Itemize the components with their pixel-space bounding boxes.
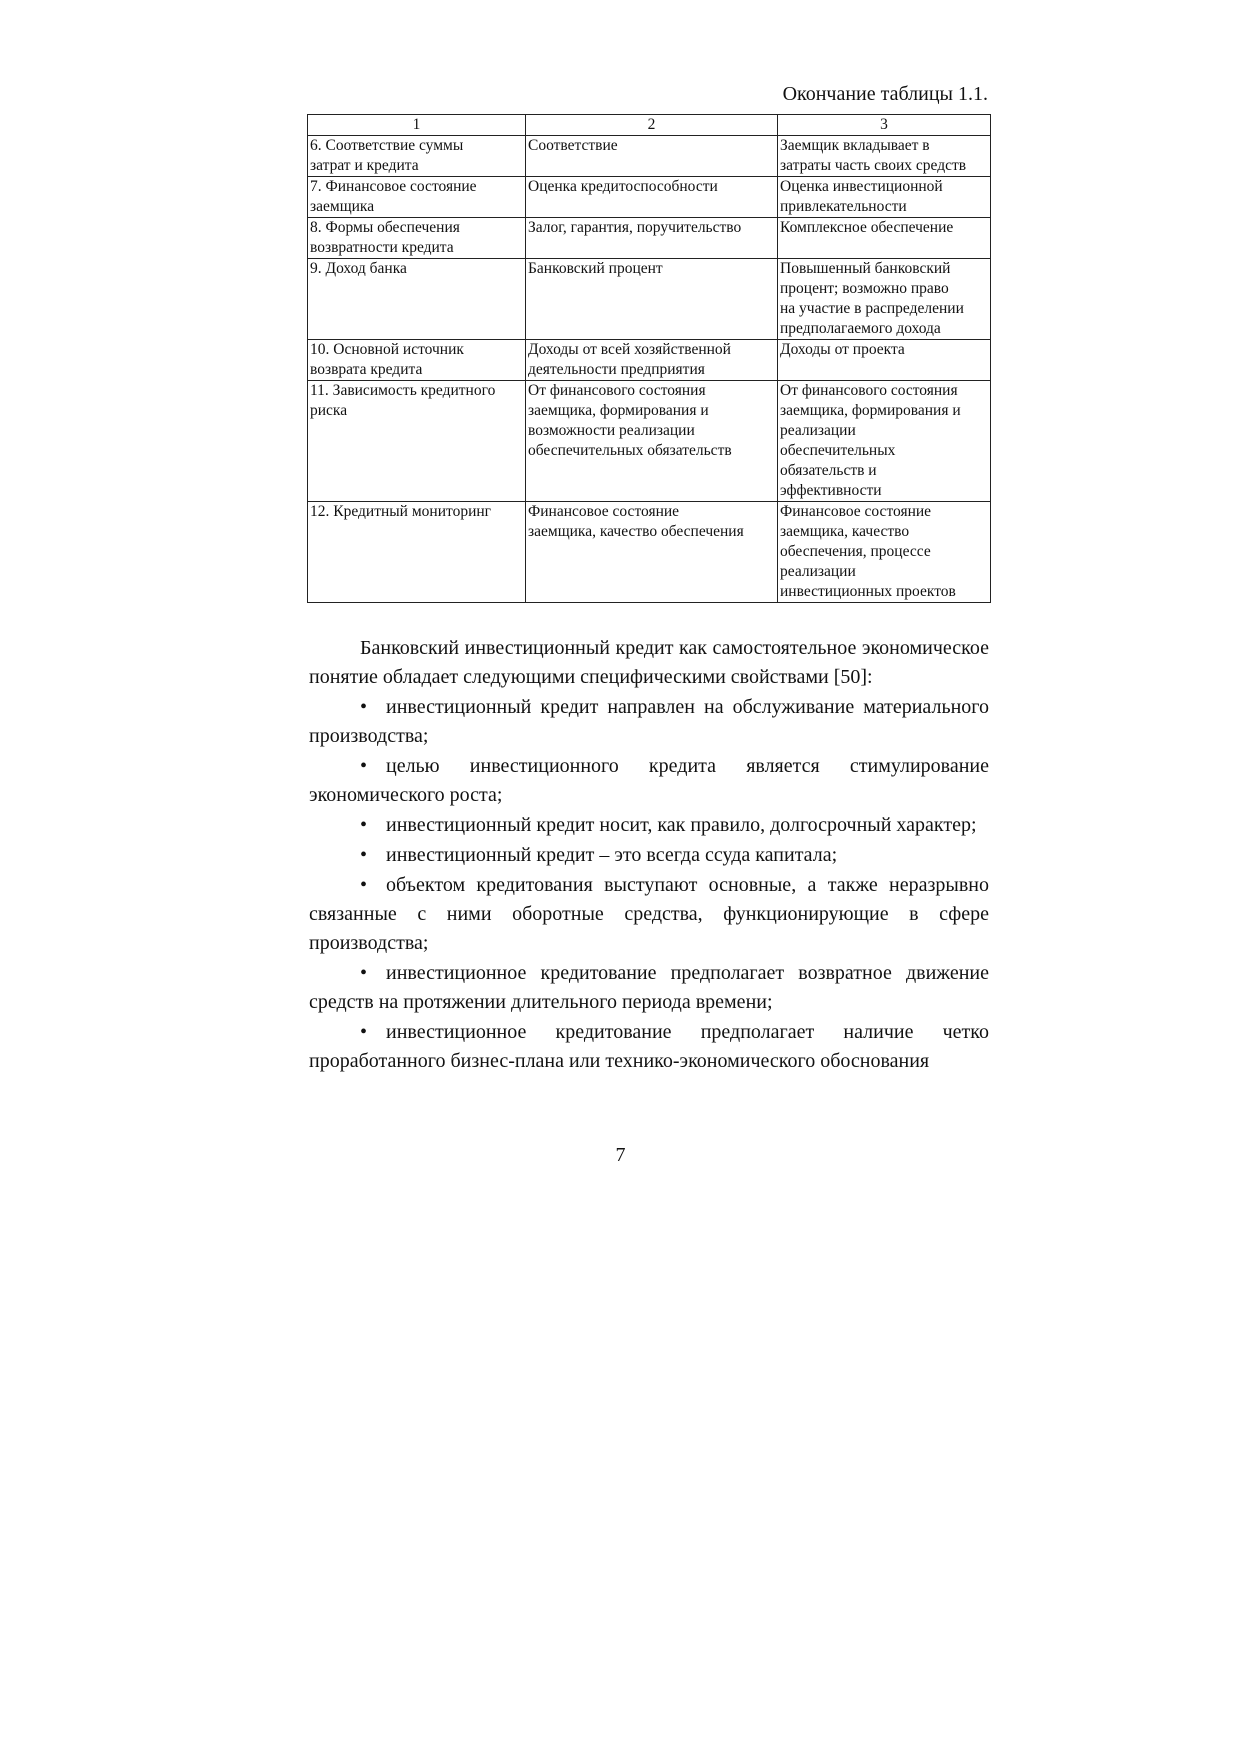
page-number: 7 — [615, 1144, 626, 1166]
comparison-table — [307, 114, 991, 603]
table-cell: Доходы от всей хозяйственной деятельности предприятия — [526, 340, 778, 381]
table-cell: Залог, гарантия, поручительство — [526, 218, 778, 259]
table-row — [308, 502, 991, 603]
table-cell: Финансовое состояние заемщика, качество обеспечения, процессе реализации инвестиционных проектов — [778, 502, 991, 603]
bullet-text: инвестиционный кредит – это всегда ссуда капитала; — [386, 844, 838, 866]
bullet-item — [309, 959, 989, 1017]
table-cell: Повышенный банковский процент; возможно право на участие в распределении предполагаемого дохода — [778, 259, 991, 340]
table-cell: От финансового состояния заемщика, формирования и реализации обеспечительных обязательств и эффективности — [778, 381, 991, 502]
column-header: 3 — [778, 115, 991, 136]
table-cell: 11. Зависимость кредитного риска — [308, 381, 526, 502]
table-cell: Соответствие — [526, 136, 778, 177]
table-header-row — [308, 115, 991, 136]
bullet-text: целью инвестиционного кредита является стимулирование экономического роста; — [309, 755, 989, 806]
bullet-icon: • — [360, 755, 368, 777]
table-row — [308, 218, 991, 259]
table-row — [308, 259, 991, 340]
table-cell: Банковский процент — [526, 259, 778, 340]
bullet-icon: • — [360, 814, 368, 836]
bullet-icon: • — [360, 1021, 368, 1043]
bullet-item — [309, 1018, 989, 1076]
table-cell: 8. Формы обеспечения возвратности кредита — [308, 218, 526, 259]
table-cell: От финансового состояния заемщика, формирования и возможности реализации обеспечительных обязательств — [526, 381, 778, 502]
bullet-icon: • — [360, 844, 368, 866]
table-row — [308, 136, 991, 177]
table-row — [308, 177, 991, 218]
table-caption: Окончание таблицы 1.1. — [782, 83, 988, 105]
table-cell: 6. Соответствие суммы затрат и кредита — [308, 136, 526, 177]
bullet-item — [309, 871, 989, 958]
column-header: 1 — [308, 115, 526, 136]
table-cell: Оценка инвестиционной привлекательности — [778, 177, 991, 218]
bullet-text: инвестиционное кредитование предполагает наличие четко проработанного бизнес-плана или технико-экономического обоснования — [309, 1021, 989, 1072]
bullet-text: инвестиционный кредит направлен на обслуживание материального производства; — [309, 696, 989, 747]
bullet-item — [309, 811, 989, 840]
table-cell: Оценка кредитоспособности — [526, 177, 778, 218]
bullet-icon: • — [360, 874, 368, 896]
table-row — [308, 340, 991, 381]
table-row — [308, 381, 991, 502]
body-text — [309, 634, 989, 1077]
bullet-text: инвестиционное кредитование предполагает возвратное движение средств на протяжении длительного периода времени; — [309, 962, 989, 1013]
table-cell: Комплексное обеспечение — [778, 218, 991, 259]
bullet-item — [309, 841, 989, 870]
table-cell: 12. Кредитный мониторинг — [308, 502, 526, 603]
bullet-item — [309, 693, 989, 751]
intro-paragraph: Банковский инвестиционный кредит как самостоятельное экономическое понятие обладает следующими специфическими свойствами [50]: — [309, 637, 989, 688]
bullet-item — [309, 752, 989, 810]
table-cell: Доходы от проекта — [778, 340, 991, 381]
table-cell: 7. Финансовое состояние заемщика — [308, 177, 526, 218]
table-cell: Заемщик вкладывает в затраты часть своих средств — [778, 136, 991, 177]
bullet-icon: • — [360, 696, 368, 718]
bullet-icon: • — [360, 962, 368, 984]
column-header: 2 — [526, 115, 778, 136]
table-cell: 9. Доход банка — [308, 259, 526, 340]
bullet-text: инвестиционный кредит носит, как правило, долгосрочный характер; — [386, 814, 977, 836]
table-cell: 10. Основной источник возврата кредита — [308, 340, 526, 381]
bullet-text: объектом кредитования выступают основные, а также неразрывно связанные с ними оборотные средства, функционирующие в сфере производства; — [309, 874, 989, 954]
table-cell: Финансовое состояние заемщика, качество обеспечения — [526, 502, 778, 603]
